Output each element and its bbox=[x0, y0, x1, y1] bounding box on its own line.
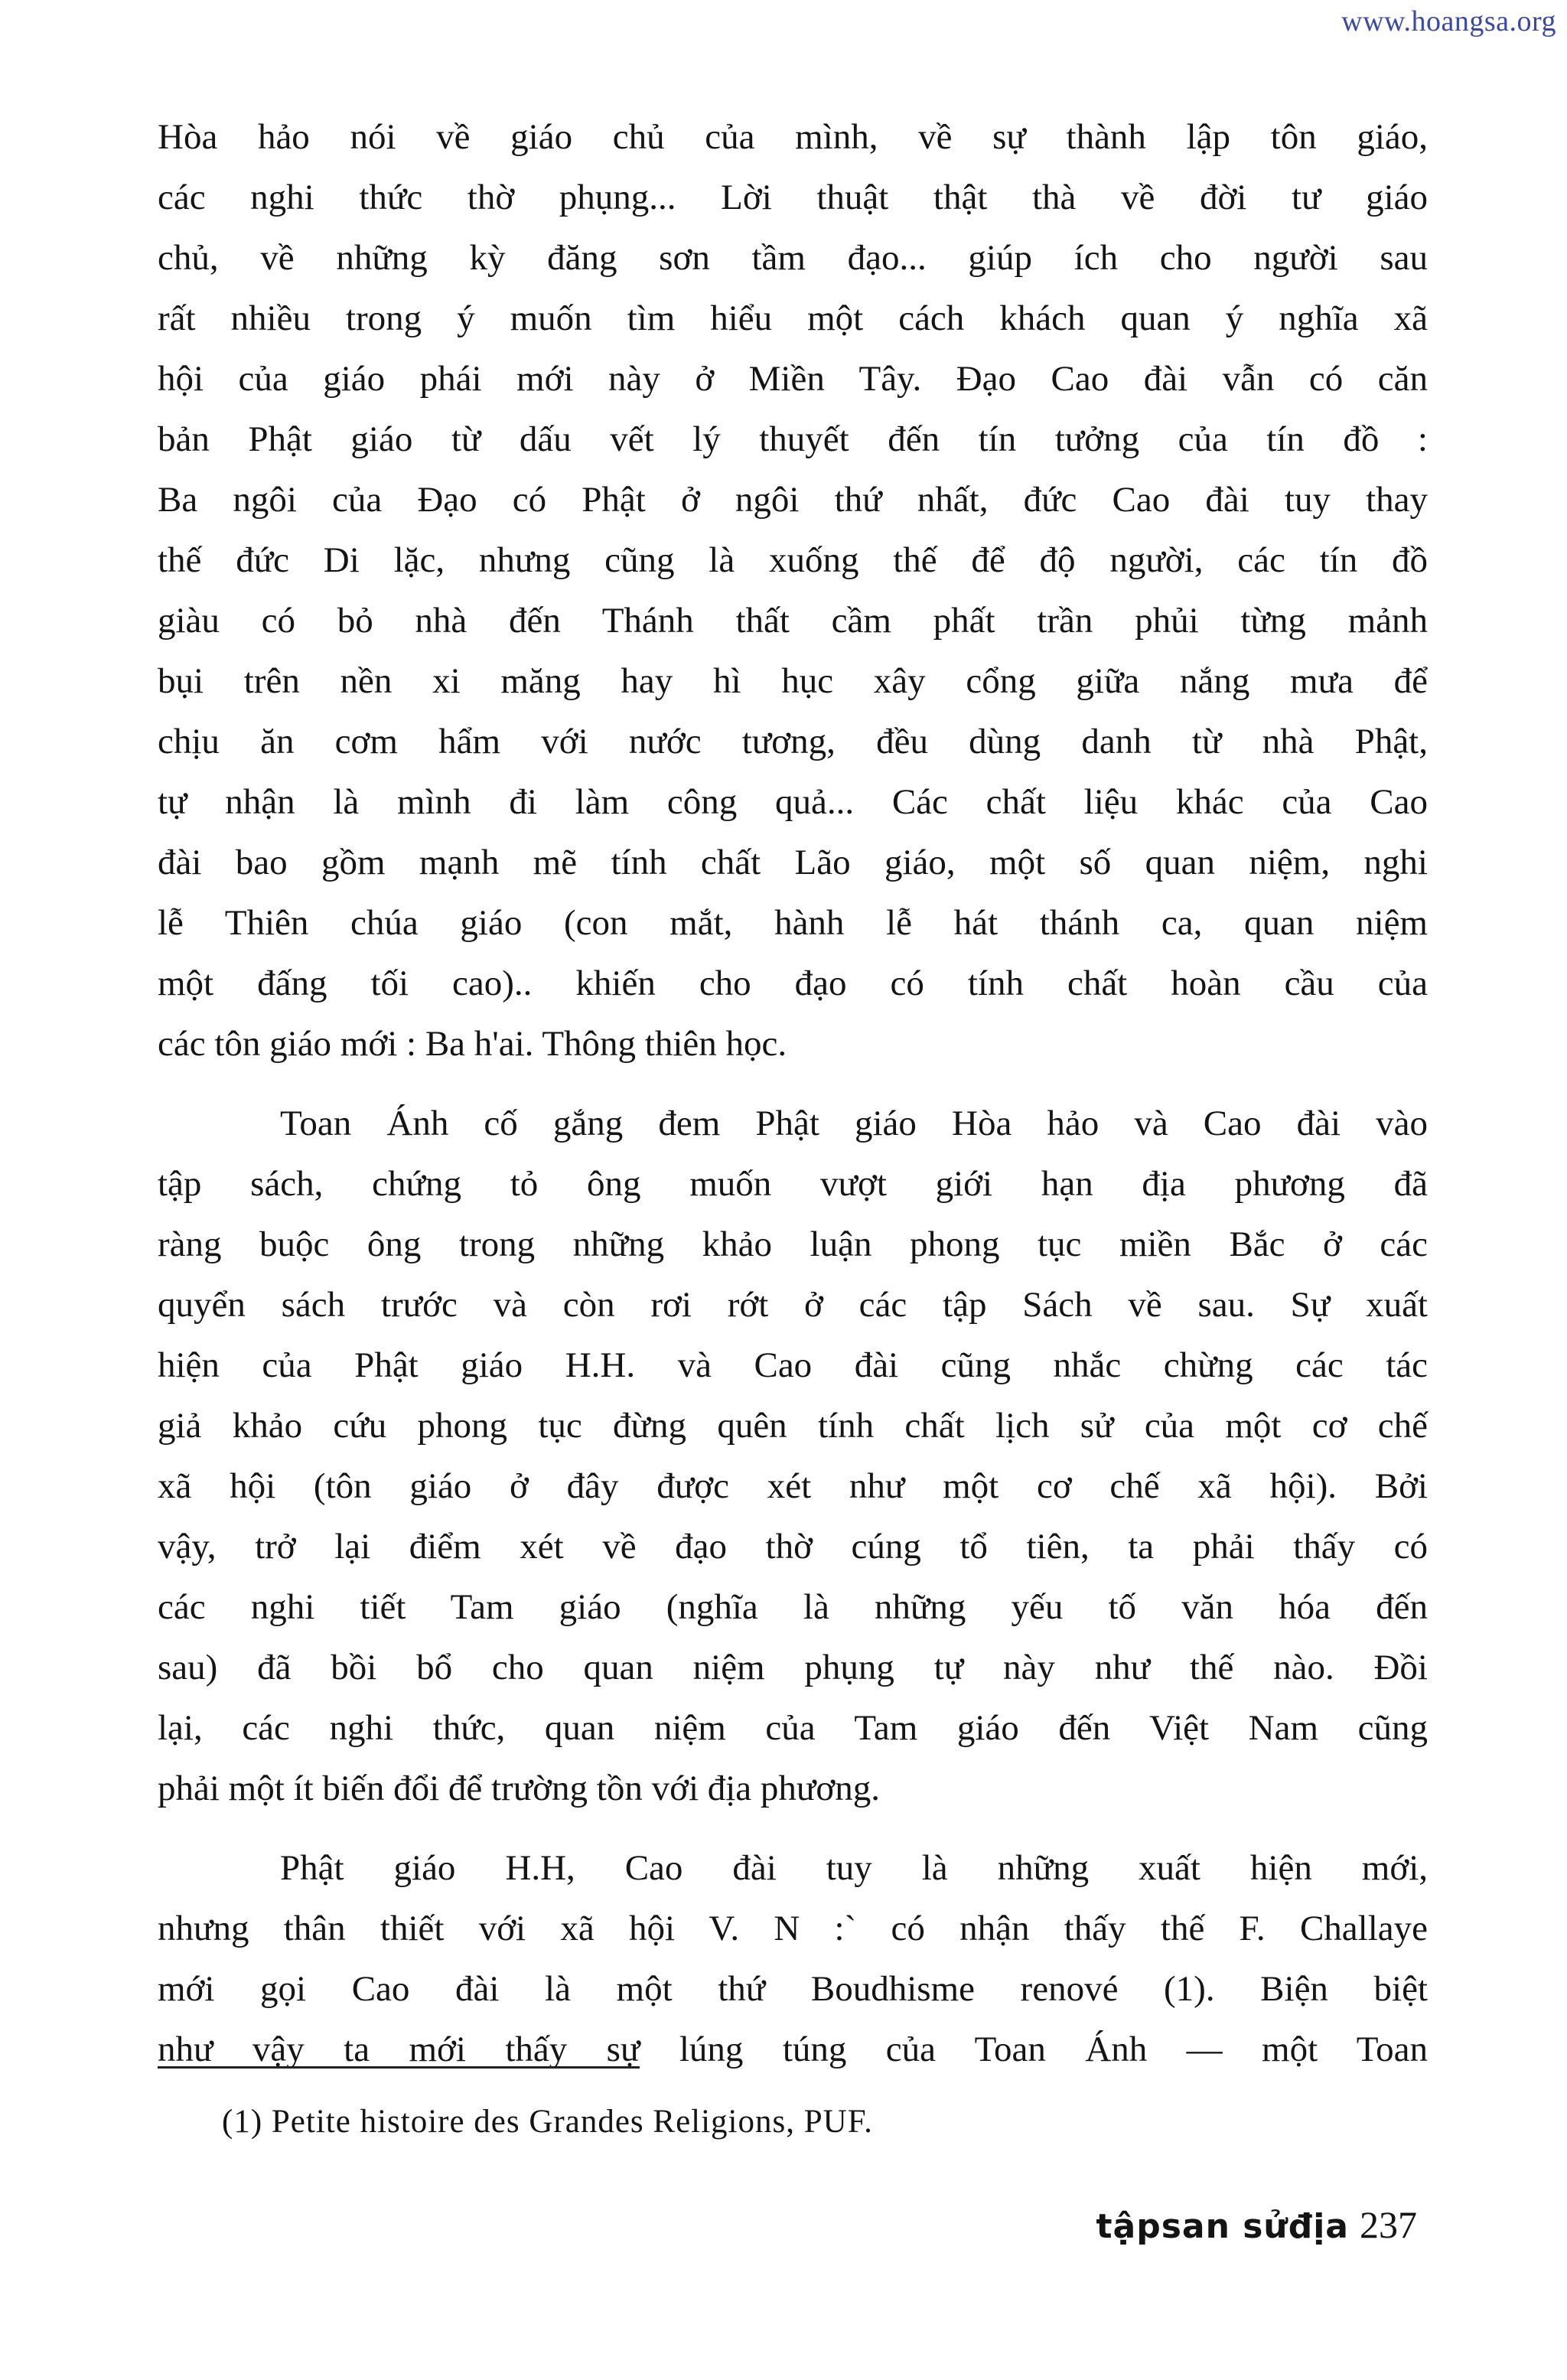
text-line: vậy, trở lại điểm xét về đạo thờ cúng tổ tiên, ta phải thấy có bbox=[158, 1527, 1428, 1567]
text-line: xã hội (tôn giáo ở đây được xét như một cơ chế xã hội). Bởi bbox=[158, 1466, 1428, 1506]
footnote-rule bbox=[158, 2066, 640, 2069]
text-line: chủ, về những kỳ đăng sơn tầm đạo... giúp ích cho người sau bbox=[158, 238, 1428, 278]
text-line: như vậy ta mới thấy sự lúng túng của Toan Ánh — một Toan bbox=[158, 2030, 1428, 2069]
magazine-name: tậpsan sửđịa bbox=[1096, 2207, 1349, 2246]
text-line: tự nhận là mình đi làm công quả... Các chất liệu khác của Cao bbox=[158, 782, 1428, 822]
text-line: Toan Ánh cố gắng đem Phật giáo Hòa hảo và Cao đài vào bbox=[280, 1104, 1428, 1143]
text-line: ràng buộc ông trong những khảo luận phong tục miền Bắc ở các bbox=[158, 1224, 1428, 1264]
text-line: các nghi tiết Tam giáo (nghĩa là những yếu tố văn hóa đến bbox=[158, 1587, 1428, 1627]
text-line: mới gọi Cao đài là một thứ Boudhisme renové (1). Biện biệt bbox=[158, 1969, 1428, 2009]
text-line: giàu có bỏ nhà đến Thánh thất cầm phất trần phủi từng mảnh bbox=[158, 601, 1428, 641]
text-line: hội của giáo phái mới này ở Miền Tây. Đạo Cao đài vẫn có căn bbox=[158, 359, 1428, 399]
footnote: (1) Petite histoire des Grandes Religions, PUF. bbox=[222, 2104, 873, 2140]
paragraph-3 bbox=[158, 1838, 1428, 2080]
text-line: Ba ngôi của Đạo có Phật ở ngôi thứ nhất, đức Cao đài tuy thay bbox=[158, 480, 1428, 520]
text-line: lễ Thiên chúa giáo (con mắt, hành lễ hát thánh ca, quan niệm bbox=[158, 903, 1428, 943]
page-number: 237 bbox=[1360, 2203, 1417, 2246]
paragraph-1 bbox=[158, 107, 1428, 1074]
text-line: giả khảo cứu phong tục đừng quên tính chất lịch sử của một cơ chế bbox=[158, 1406, 1428, 1446]
text-line: nhưng thân thiết với xã hội V. N :` có nhận thấy thế F. Challaye bbox=[158, 1909, 1428, 1948]
page-body bbox=[158, 107, 1428, 2080]
watermark[interactable]: www.hoangsa.org bbox=[1341, 5, 1556, 37]
text-line: sau) đã bồi bổ cho quan niệm phụng tự này như thế nào. Đồi bbox=[158, 1648, 1428, 1687]
text-line: rất nhiều trong ý muốn tìm hiểu một cách khách quan ý nghĩa xã bbox=[158, 298, 1428, 338]
text-line: các nghi thức thờ phụng... Lời thuật thật thà về đời tư giáo bbox=[158, 178, 1428, 217]
text-line: tập sách, chứng tỏ ông muốn vượt giới hạn địa phương đã bbox=[158, 1164, 1428, 1204]
text-line: phải một ít biến đổi để trường tồn với địa phương. bbox=[158, 1769, 880, 1808]
text-line: bản Phật giáo từ dấu vết lý thuyết đến tín tưởng của tín đồ : bbox=[158, 419, 1428, 459]
text-line: Hòa hảo nói về giáo chủ của mình, về sự thành lập tôn giáo, bbox=[158, 117, 1428, 157]
text-line: thế đức Di lặc, nhưng cũng là xuống thế để độ người, các tín đồ bbox=[158, 540, 1428, 580]
text-line: chịu ăn cơm hẩm với nước tương, đều dùng danh từ nhà Phật, bbox=[158, 722, 1428, 761]
text-line: bụi trên nền xi măng hay hì hục xây cổng giữa nắng mưa để bbox=[158, 661, 1428, 701]
text-line: các tôn giáo mới : Ba h'ai. Thông thiên học. bbox=[158, 1024, 787, 1064]
text-line: quyển sách trước và còn rơi rớt ở các tập Sách về sau. Sự xuất bbox=[158, 1285, 1428, 1325]
text-line: Phật giáo H.H, Cao đài tuy là những xuất hiện mới, bbox=[280, 1848, 1428, 1888]
page-footer bbox=[1096, 2202, 1417, 2247]
text-line: một đấng tối cao).. khiến cho đạo có tính chất hoàn cầu của bbox=[158, 963, 1428, 1003]
text-line: đài bao gồm mạnh mẽ tính chất Lão giáo, một số quan niệm, nghi bbox=[158, 843, 1428, 882]
text-line: lại, các nghi thức, quan niệm của Tam giáo đến Việt Nam cũng bbox=[158, 1708, 1428, 1748]
paragraph-2 bbox=[158, 1094, 1428, 1819]
text-line: hiện của Phật giáo H.H. và Cao đài cũng nhắc chừng các tác bbox=[158, 1345, 1428, 1385]
